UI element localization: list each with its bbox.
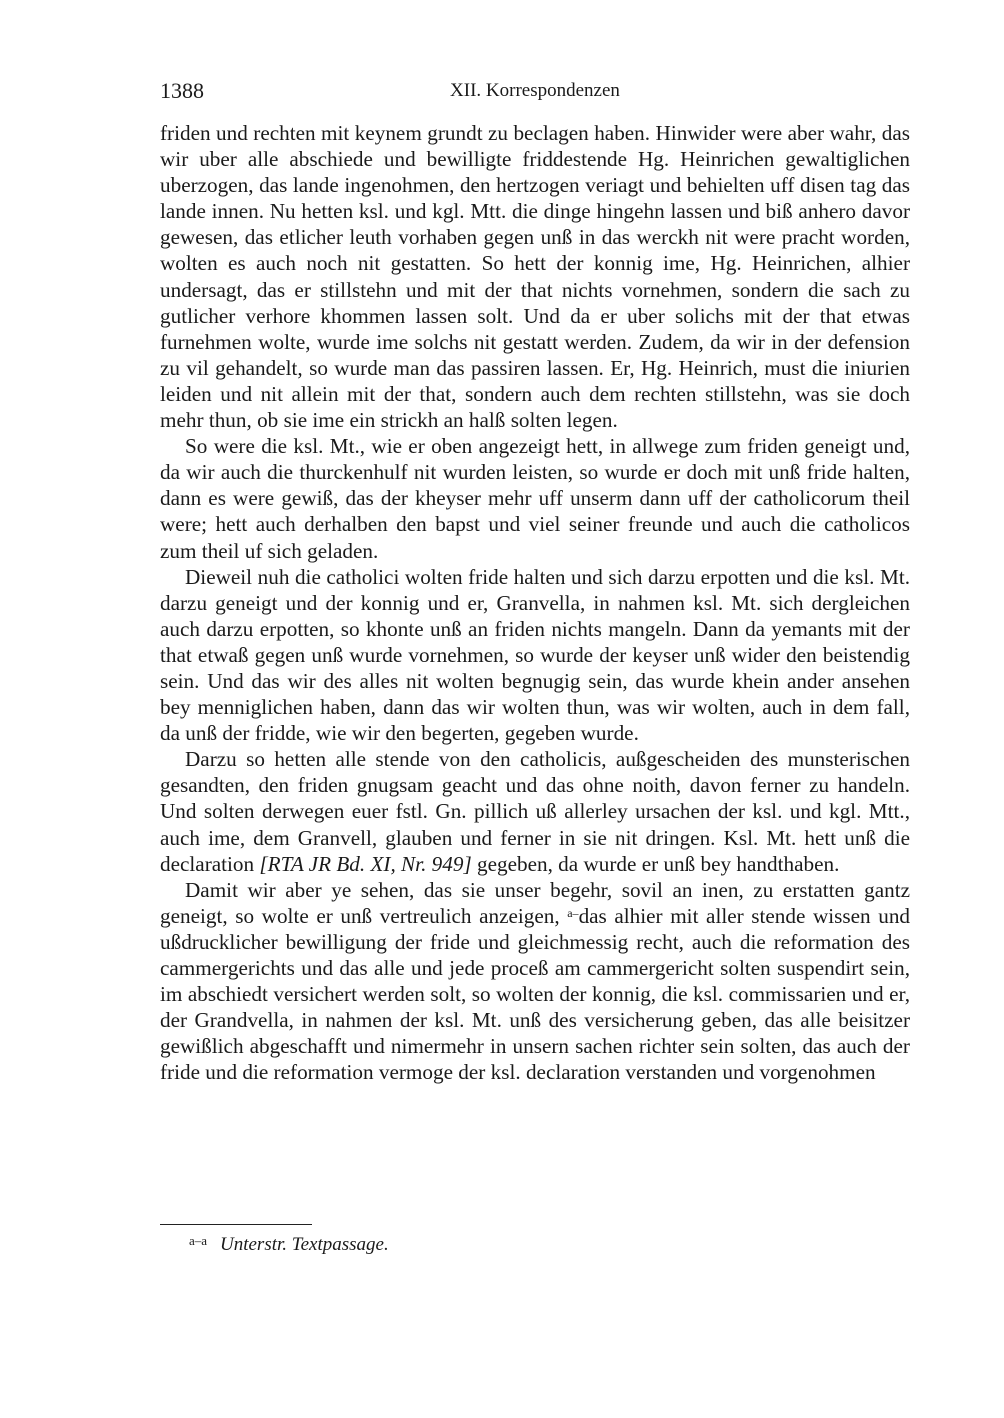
- footnote-text: Unterstr. Textpassage.: [220, 1234, 389, 1255]
- paragraph-5-text-start: Damit wir aber ye sehen, das sie unser begehr, sovil an inen, zu erstatten gantz geneigt, so wolte er unß vertreulich anzeigen,: [160, 877, 910, 928]
- source-reference: [RTA JR Bd. XI, Nr. 949]: [259, 851, 472, 876]
- page-number: 1388: [160, 78, 204, 103]
- footnote: [160, 1229, 910, 1257]
- page: [160, 78, 910, 1085]
- paragraph-4-text-end: gegeben, da wurde er unß bey handthaben.: [471, 851, 840, 876]
- paragraph-2: So were die ksl. Mt., wie er oben angezeigt hett, in allwege zum friden geneigt und, da wir auch die thurckenhulf nit wurden leisten, so wurde er doch mit unß fride halten, dann es were gewiß, das der kheyser mehr uff unserm dann uff der catholicorum theil were; hett auch derhalben den bapst und viel seiner freunde und auch die catholicos zum theil uf sich geladen.: [160, 434, 910, 563]
- running-head: [160, 78, 910, 108]
- paragraph-5: [160, 877, 910, 1086]
- paragraph-4: [160, 746, 910, 876]
- paragraph-5-text-end: das alhier mit aller stende wissen und ußdrucklicher bewilligung der fride und gleichmessig recht, auch die reformation des cammergerichts und das alle und jede proceß am cammergericht solten suspendirt sein, im abschiedt versichert werden solt, so wolten der konnig, die ksl. commissarien und er, der Grandvella, in nahmen der ksl. Mt. unß des versicherung geben, das alle beisitzer gewißlich abgeschafft und nimermehr in unsern sachen richter sein solten, das auch der fride und die reformation vermoge der ksl. declaration verstanden und vorgenohmen: [160, 903, 911, 1085]
- footnote-marker: a–: [567, 905, 579, 920]
- paragraph-3: Dieweil nuh die catholici wolten fride halten und sich darzu erpotten und die ksl. Mt. darzu geneigt und der konnig und er, Granvella, in nahmen ksl. Mt. sich dergleichen auch darzu erpotten, so khonte unß an friden nichts mangeln. Dann da yemants mit der that etwaß gegen unß wurde vornehmen, so wurde der keyser unß wider den beistendig sein. Und das wir des alles nit wolten begnugig sein, das wurde khein ander ansehen bey menniglichen haben, dann das wir wolten thun, was wir wolten, auch in dem fall, da unß der fridde, wie wir den begerten, gegeben wurde.: [160, 564, 910, 746]
- footnote-rule: [160, 1224, 312, 1225]
- section-title: XII. Korrespondenzen: [450, 80, 620, 101]
- paragraph-4-text-start: Darzu so hetten alle stende von den catholicis, außgescheiden des munsterischen gesandten, den friden gnugsam geacht und das ohne noith, davon ferner zu handeln. Und solten derwegen euer fstl. Gn. pillich uß allerley ursachen der ksl. und kgl. Mtt., auch ime, dem Granvell, glauben und ferner in sie nit dringen. Ksl. Mt. hett unß die declaration: [160, 747, 910, 876]
- footnote-label: a–a: [189, 1233, 208, 1248]
- paragraph-1: friden und rechten mit keynem grundt zu beclagen haben. Hinwider were aber wahr, das wir uber alle abschiede und bewilligte friddestende Hg. Heinrichen gewaltiglichen uberzogen, das lande ingenohmen, den hertzogen veriagt und behielten uff disen tag das lande innen. Nu hetten ksl. und kgl. Mtt. die dinge hingehn lassen und biß anhero davor gewesen, das etlicher leuth vorhaben gegen unß in das werckh nit were pracht worden, wolten es auch noch nit gestatten. So hett der konnig ime, Hg. Heinrichen, alhier undersagt, das er stillstehn und mit der that nichts vornehmen, sondern die sach zu gutlicher verhore khommen lassen solt. Und da er uber solichs mit der that etwas furnehmen wolte, wurde ime solchs nit gestatt werden. Zudem, da wir in der defension zu vil gehandelt, so wurde man das passiren lassen. Er, Hg. Heinrich, must die iniurien leiden und nit allein mit der that, sondern auch dem rechten stillstehn, was sie doch mehr thun, ob sie ime ein strickh an halß solten legen.: [160, 121, 910, 433]
- body-text: [160, 120, 910, 1085]
